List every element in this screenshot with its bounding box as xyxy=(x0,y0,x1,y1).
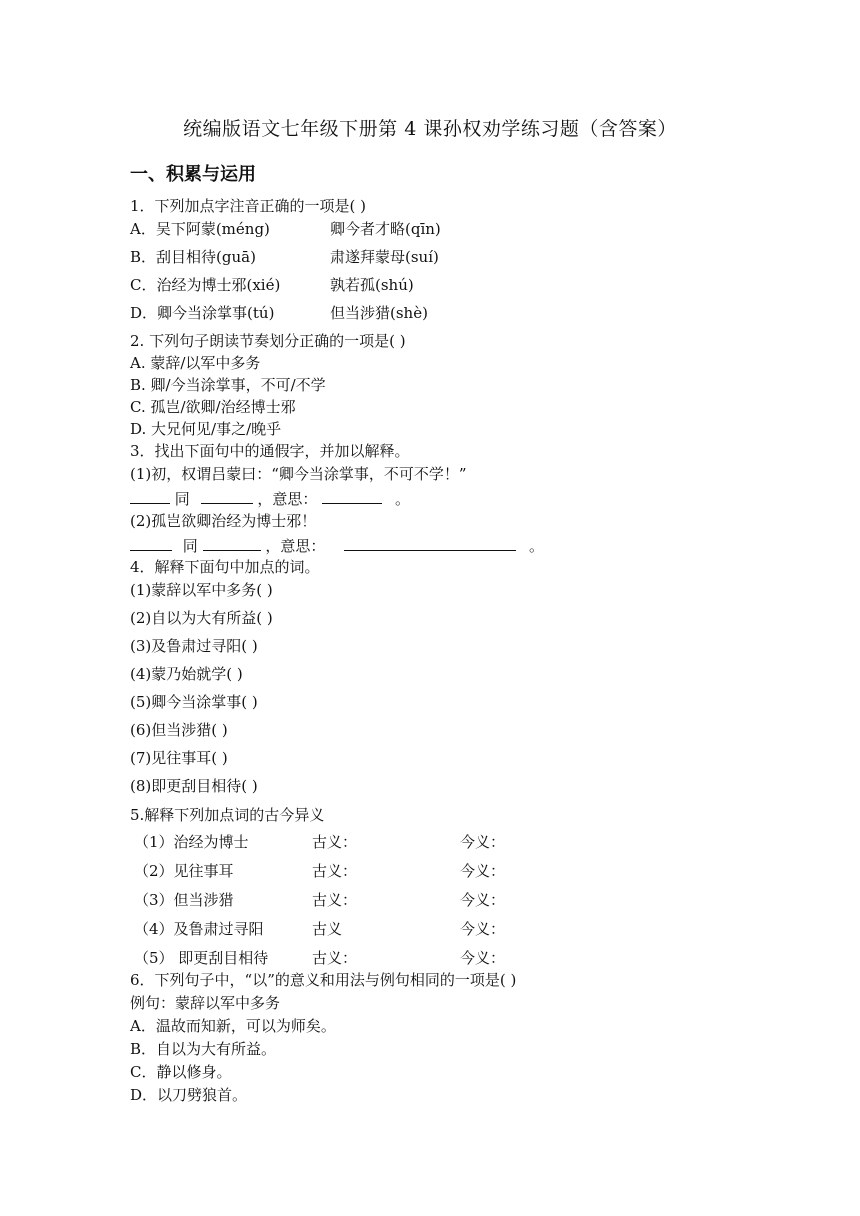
q5-row-1-gu: 古义： xyxy=(312,833,358,851)
q4-item-2: (2)自以为大有所益( ) xyxy=(130,609,273,627)
q5-row-3-gu: 古义： xyxy=(312,891,358,909)
yisi-label: ，意思： xyxy=(265,537,326,555)
answer-blank[interactable] xyxy=(203,535,261,551)
q4-item-7: (7)见往事耳( ) xyxy=(130,749,228,767)
q6-option-a: A．温故而知新，可以为师矣。 xyxy=(130,1017,336,1035)
q3-answer-row-2 xyxy=(130,535,544,556)
section-heading: 一、积累与运用 xyxy=(130,164,256,185)
period: 。 xyxy=(528,537,544,555)
q3-sentence-1: (1)初，权谓吕蒙曰：“卿今当涂掌事，不可不学！” xyxy=(130,465,467,483)
q1-stem: 1．下列加点字注音正确的一项是( ) xyxy=(130,197,367,215)
q5-row-3-phrase: （3）但当涉猎 xyxy=(134,891,234,909)
q2-option-d: D. 大兄何见/事之/晚乎 xyxy=(130,420,282,438)
q5-row-1-phrase: （1）治经为博士 xyxy=(134,833,249,851)
q2-option-b: B. 卿/今当涂掌事，不可/不学 xyxy=(130,376,326,394)
q5-row-2-jin: 今义： xyxy=(460,862,506,880)
q5-row-2-phrase: （2）见往事耳 xyxy=(134,862,234,880)
answer-blank[interactable] xyxy=(130,535,172,551)
q2-stem: 2. 下列句子朗读节奏划分正确的一项是( ) xyxy=(130,332,406,350)
q4-item-8: (8)即更刮目相待( ) xyxy=(130,777,258,795)
q1-option-d1: D．卿今当涂掌事(tú) xyxy=(130,304,275,322)
q4-item-4: (4)蒙乃始就学( ) xyxy=(130,665,243,683)
answer-blank[interactable] xyxy=(201,488,253,504)
q1-option-a2: 卿今者才略(qīn) xyxy=(330,220,441,238)
q4-item-6: (6)但当涉猎( ) xyxy=(130,721,228,739)
q1-option-b2: 肃遂拜蒙母(suí) xyxy=(330,248,439,266)
q6-stem: 6．下列句子中，“以”的意义和用法与例句相同的一项是( ) xyxy=(130,971,517,989)
q5-stem: 5.解释下列加点词的古今异义 xyxy=(130,806,325,824)
q2-option-c: C. 孤岂/欲卿/治经博士邪 xyxy=(130,398,296,416)
answer-blank[interactable] xyxy=(322,488,382,504)
q6-option-b: B．自以为大有所益。 xyxy=(130,1040,277,1058)
q5-row-1-jin: 今义： xyxy=(460,833,506,851)
q4-item-3: (3)及鲁肃过寻阳( ) xyxy=(130,637,258,655)
q3-sentence-2: (2)孤岂欲卿治经为博士邪！ xyxy=(130,512,317,530)
document-title: 统编版语文七年级下册第 4 课孙权劝学练习题（含答案） xyxy=(183,118,677,140)
answer-blank[interactable] xyxy=(344,535,516,551)
q1-option-a1: A．吴下阿蒙(méng) xyxy=(130,220,270,238)
q2-option-a: A. 蒙辞/以军中多务 xyxy=(130,354,261,372)
q5-row-4-phrase: （4）及鲁肃过寻阳 xyxy=(134,920,264,938)
q5-row-4-jin: 今义： xyxy=(460,920,506,938)
q5-row-5-phrase: （5） 即更刮目相待 xyxy=(134,949,269,967)
q5-row-2-gu: 古义： xyxy=(312,862,358,880)
q5-row-5-jin: 今义： xyxy=(460,949,506,967)
q4-item-5: (5)卿今当涂掌事( ) xyxy=(130,693,258,711)
yisi-label: ，意思： xyxy=(257,490,318,508)
q6-example: 例句：蒙辞以军中多务 xyxy=(130,994,281,1012)
q6-option-c: C．静以修身。 xyxy=(130,1063,232,1081)
q4-item-1: (1)蒙辞以军中多务( ) xyxy=(130,581,273,599)
period: 。 xyxy=(394,490,410,508)
q1-option-d2: 但当涉猎(shè) xyxy=(330,304,428,322)
q1-option-c1: C．治经为博士邪(xié) xyxy=(130,276,281,294)
q1-option-c2: 孰若孤(shú) xyxy=(330,276,414,294)
q1-option-b1: B．刮目相待(guā) xyxy=(130,248,256,266)
q6-option-d: D．以刀劈狼首。 xyxy=(130,1086,248,1104)
q3-answer-row-1 xyxy=(130,488,410,509)
answer-blank[interactable] xyxy=(130,488,170,504)
tong-label: 同 xyxy=(182,537,198,555)
q5-row-4-gu: 古义 xyxy=(312,920,343,938)
q5-row-3-jin: 今义： xyxy=(460,891,506,909)
q4-stem: 4．解释下面句中加点的词。 xyxy=(130,558,320,576)
q5-row-5-gu: 古义： xyxy=(312,949,358,967)
q3-stem: 3．找出下面句中的通假字，并加以解释。 xyxy=(130,442,410,460)
tong-label: 同 xyxy=(174,490,190,508)
